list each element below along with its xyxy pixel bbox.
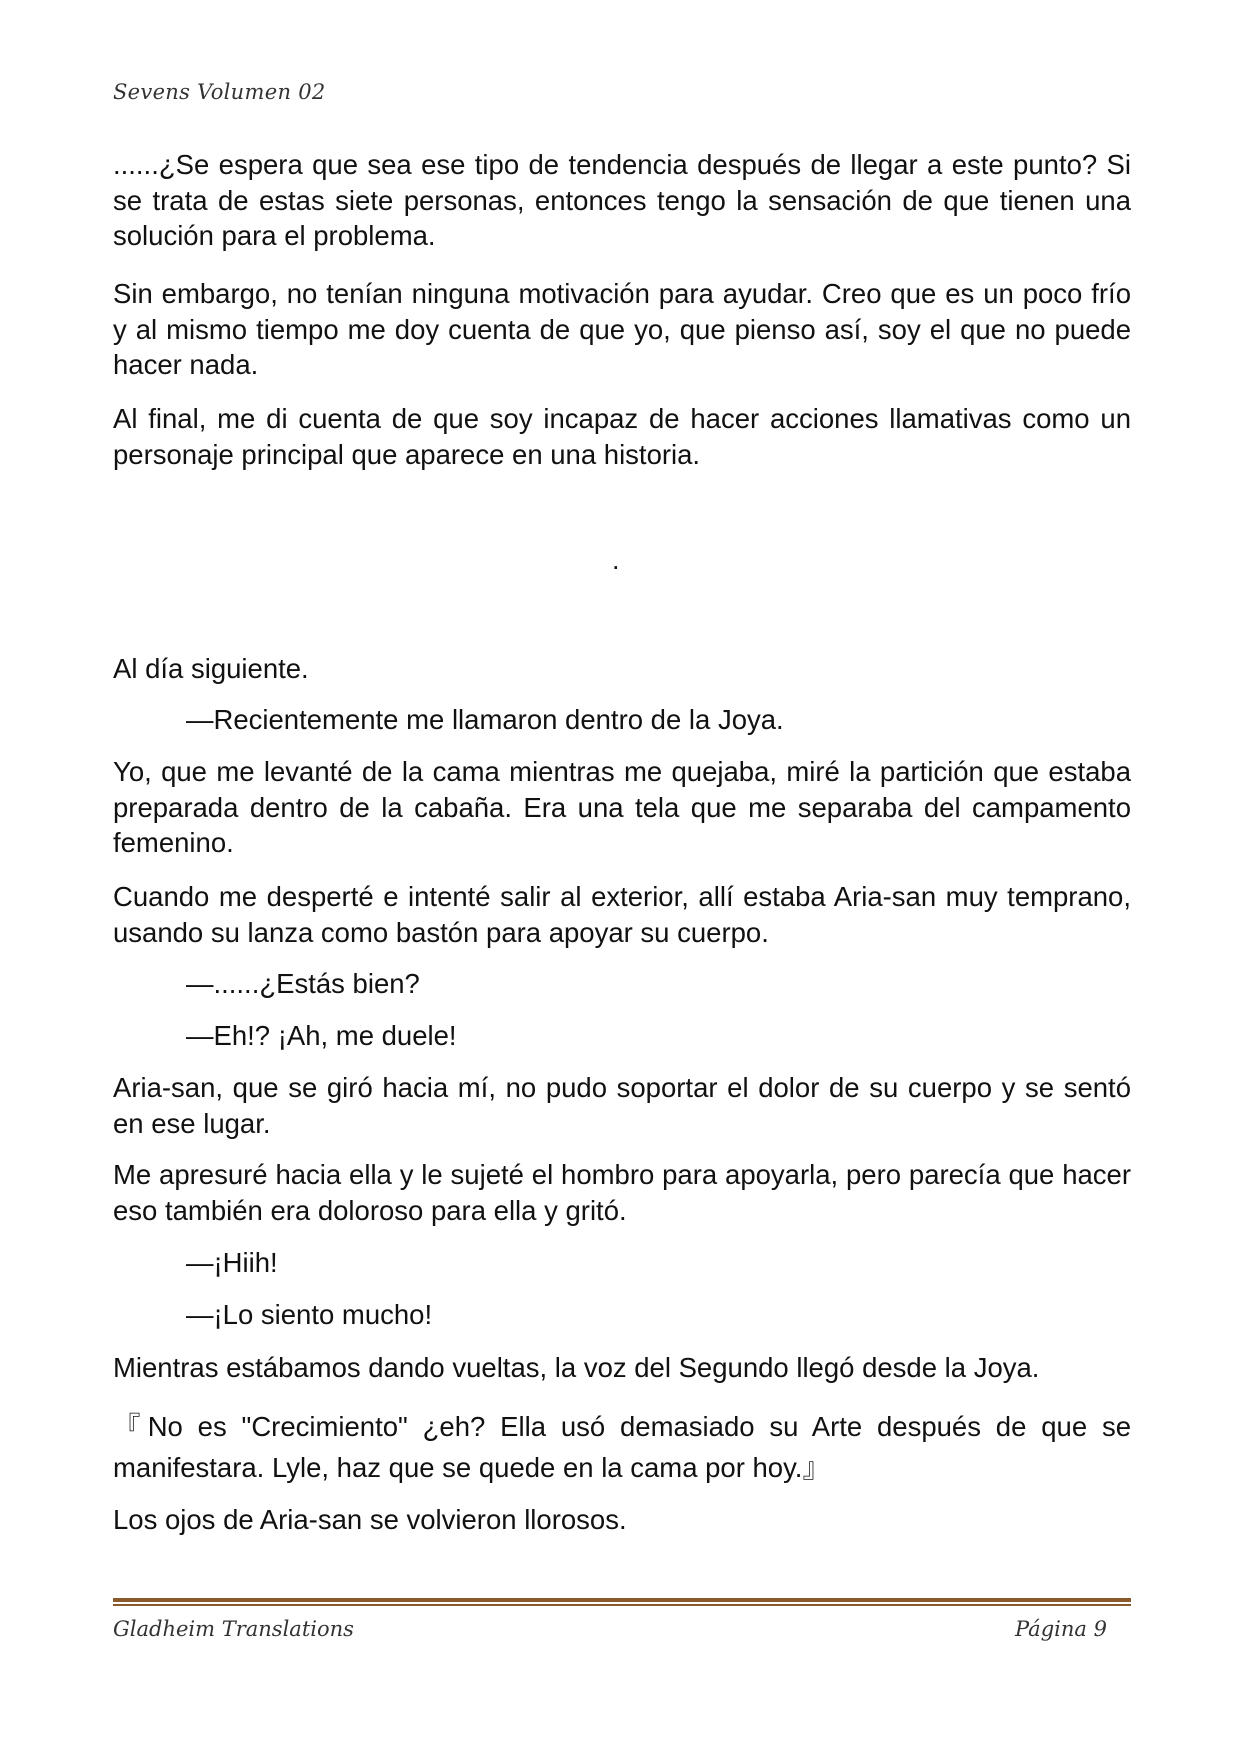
footer-translator: Gladheim Translations [113, 1617, 354, 1641]
dialogue-line-2: —......¿Estás bien? [186, 968, 420, 999]
dialogue-line-5: —¡Lo siento mucho! [186, 1299, 433, 1330]
paragraph-15: 『No es "Crecimiento" ¿eh? Ella usó demasiado su Arte después de que se manifestara. Lyle, haz que se quede en la cama por hoy.』 [113, 1411, 1131, 1483]
paragraph-10: Aria-san, que se giró hacia mí, no pudo soportar el dolor de su cuerpo y se sentó en ese lugar. [113, 1072, 1131, 1139]
footer-rule-thick [113, 1598, 1131, 1602]
paragraph-11: Me apresuré hacia ella y le sujeté el hombro para apoyarla, pero parecía que hacer eso también era doloroso para ella y gritó. [113, 1159, 1131, 1226]
footer-rule-thin [113, 1604, 1131, 1606]
paragraph-4: Al día siguiente. [113, 653, 309, 684]
running-header: Sevens Volumen 02 [113, 80, 326, 104]
scene-separator: . [612, 545, 620, 575]
paragraph-1: ......¿Se espera que sea ese tipo de tendencia después de llegar a este punto? Si se trata de estas siete personas, entonces tengo la sensación de que tienen una solución para el problema. [113, 149, 1131, 251]
dialogue-line-4: —¡Hiih! [186, 1247, 278, 1278]
paragraph-7: Cuando me desperté e intenté salir al exterior, allí estaba Aria-san muy temprano, usando su lanza como bastón para apoyar su cuerpo. [113, 881, 1131, 948]
paragraph-2: Sin embargo, no tenían ninguna motivación para ayudar. Creo que es un poco frío y al mismo tiempo me doy cuenta de que yo, que pienso así, soy el que no puede hacer nada. [113, 278, 1131, 380]
page-number: Página 9 [1015, 1617, 1107, 1641]
dialogue-line-1: —Recientemente me llamaron dentro de la Joya. [186, 704, 784, 735]
paragraph-16: Los ojos de Aria-san se volvieron llorosos. [113, 1504, 627, 1535]
paragraph-14: Mientras estábamos dando vueltas, la voz del Segundo llegó desde la Joya. [113, 1352, 1040, 1383]
dialogue-line-3: —Eh!? ¡Ah, me duele! [186, 1020, 457, 1051]
paragraph-6: Yo, que me levanté de la cama mientras me quejaba, miré la partición que estaba preparada dentro de la cabaña. Era una tela que me separaba del campamento femenino. [113, 756, 1131, 858]
paragraph-3: Al final, me di cuenta de que soy incapaz de hacer acciones llamativas como un personaje principal que aparece en una historia. [113, 403, 1131, 470]
